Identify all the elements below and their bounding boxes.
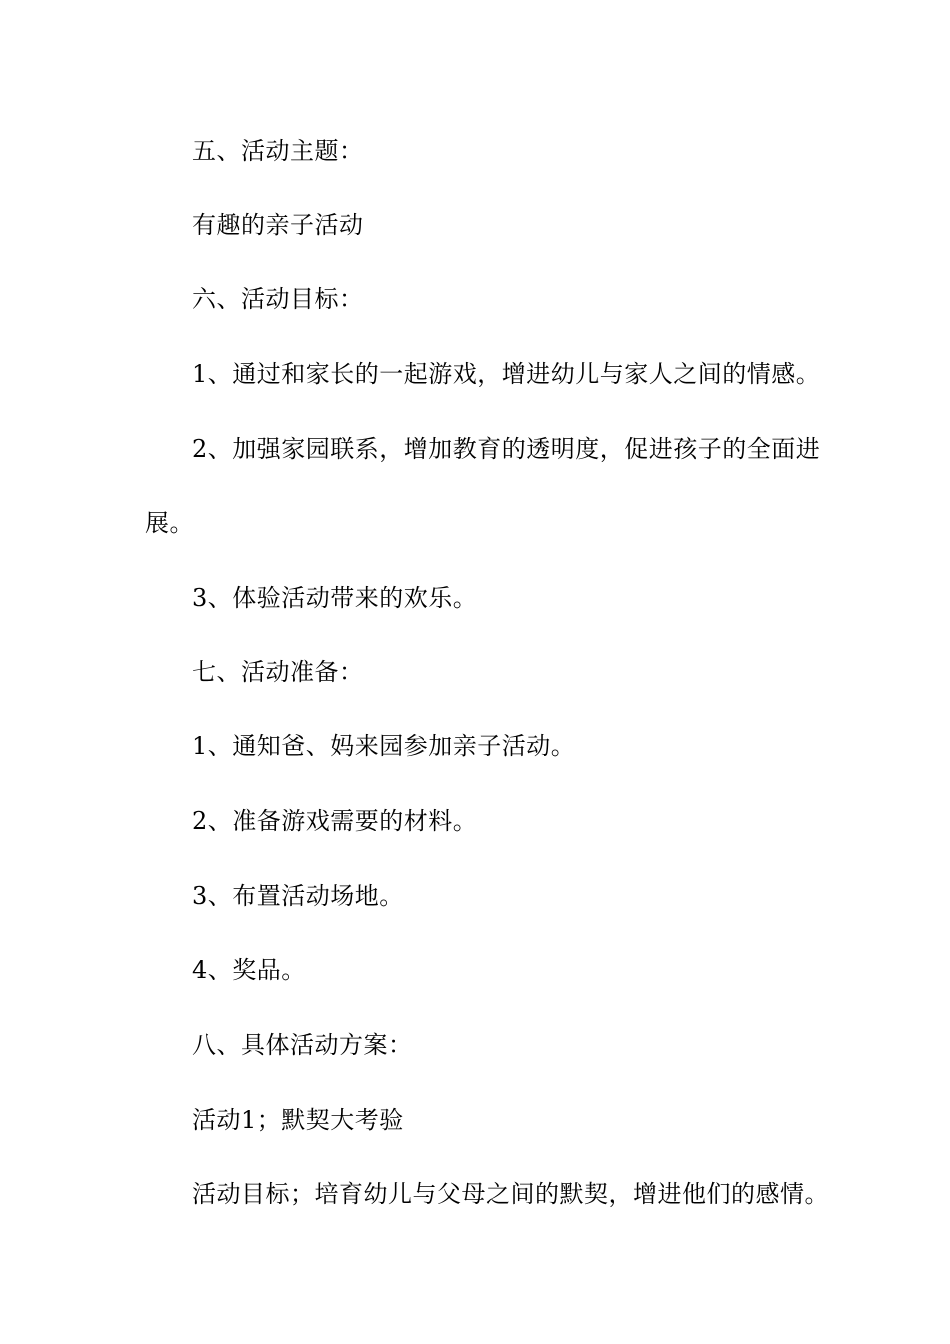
section-heading-theme: 五、活动主题： [192, 137, 364, 165]
goal-item-2: 2、加强家园联系，增加教育的透明度，促进孩子的全面进 [192, 435, 821, 463]
theme-text: 有趣的亲子活动 [192, 211, 364, 239]
section-heading-goals: 六、活动目标： [192, 285, 364, 313]
goal-item-1: 1、通过和家长的一起游戏，增进幼儿与家人之间的情感。 [192, 360, 821, 388]
section-heading-preparation: 七、活动准备： [192, 658, 364, 686]
activity-1-title: 活动1；默契大考验 [192, 1106, 404, 1134]
section-heading-plan: 八、具体活动方案： [192, 1031, 413, 1059]
activity-1-goal: 活动目标；培育幼儿与父母之间的默契，增进他们的感情。 [192, 1180, 829, 1208]
goal-item-3: 3、体验活动带来的欢乐。 [192, 584, 478, 612]
prep-item-4: 4、奖品。 [192, 956, 306, 984]
prep-item-1: 1、通知爸、妈来园参加亲子活动。 [192, 732, 576, 760]
prep-item-3: 3、布置活动场地。 [192, 882, 404, 910]
goal-item-2-continuation: 展。 [145, 509, 194, 537]
prep-item-2: 2、准备游戏需要的材料。 [192, 807, 478, 835]
